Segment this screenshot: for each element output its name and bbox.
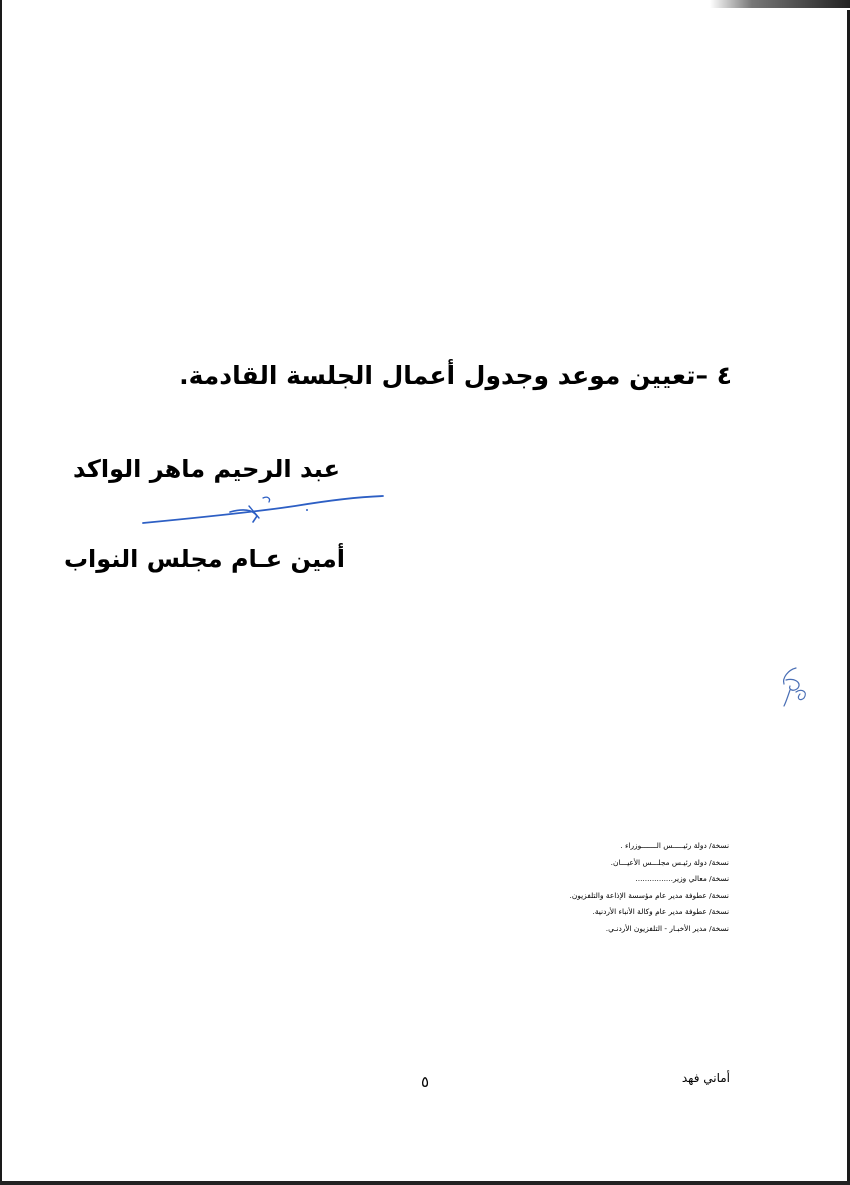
cc-item: نسخة/ عطوفة مدير عام وكالة الأنباء الأردنية. xyxy=(592,907,729,917)
cc-item: نسخة/ عطوفة مدير عام مؤسسة الإذاعة والتلفزيون. xyxy=(569,890,729,900)
cc-item: نسخة/ دولة رئيـــــس الـــــــوزراء . xyxy=(620,841,729,850)
cc-item: نسخة/ مدير الأخبـار - التلفزيون الأردنـي. xyxy=(605,923,729,933)
cc-item: نسخة/ دولة رئيـس مجلـــس الأعيـــان. xyxy=(610,857,729,867)
cc-item: نسخة/ معالي وزير................ xyxy=(635,874,729,884)
scan-edge-left xyxy=(0,0,2,1185)
handwritten-initials-icon xyxy=(774,664,814,710)
scan-edge-top xyxy=(710,0,850,8)
scan-edge-bottom xyxy=(0,1181,850,1185)
copy-recipients-list xyxy=(489,838,729,938)
page-number: ٥ xyxy=(421,1073,430,1091)
signatory-title: أمين عـام مجلس النواب xyxy=(63,545,345,573)
typist-name: أماني فهد xyxy=(681,1071,730,1085)
agenda-item-4: ٤ –تعيين موعد وجدول أعمال الجلسة القادمة. xyxy=(179,361,732,390)
signatory-name: عبد الرحيم ماهر الواكد xyxy=(73,455,340,483)
handwritten-signature xyxy=(135,488,390,528)
